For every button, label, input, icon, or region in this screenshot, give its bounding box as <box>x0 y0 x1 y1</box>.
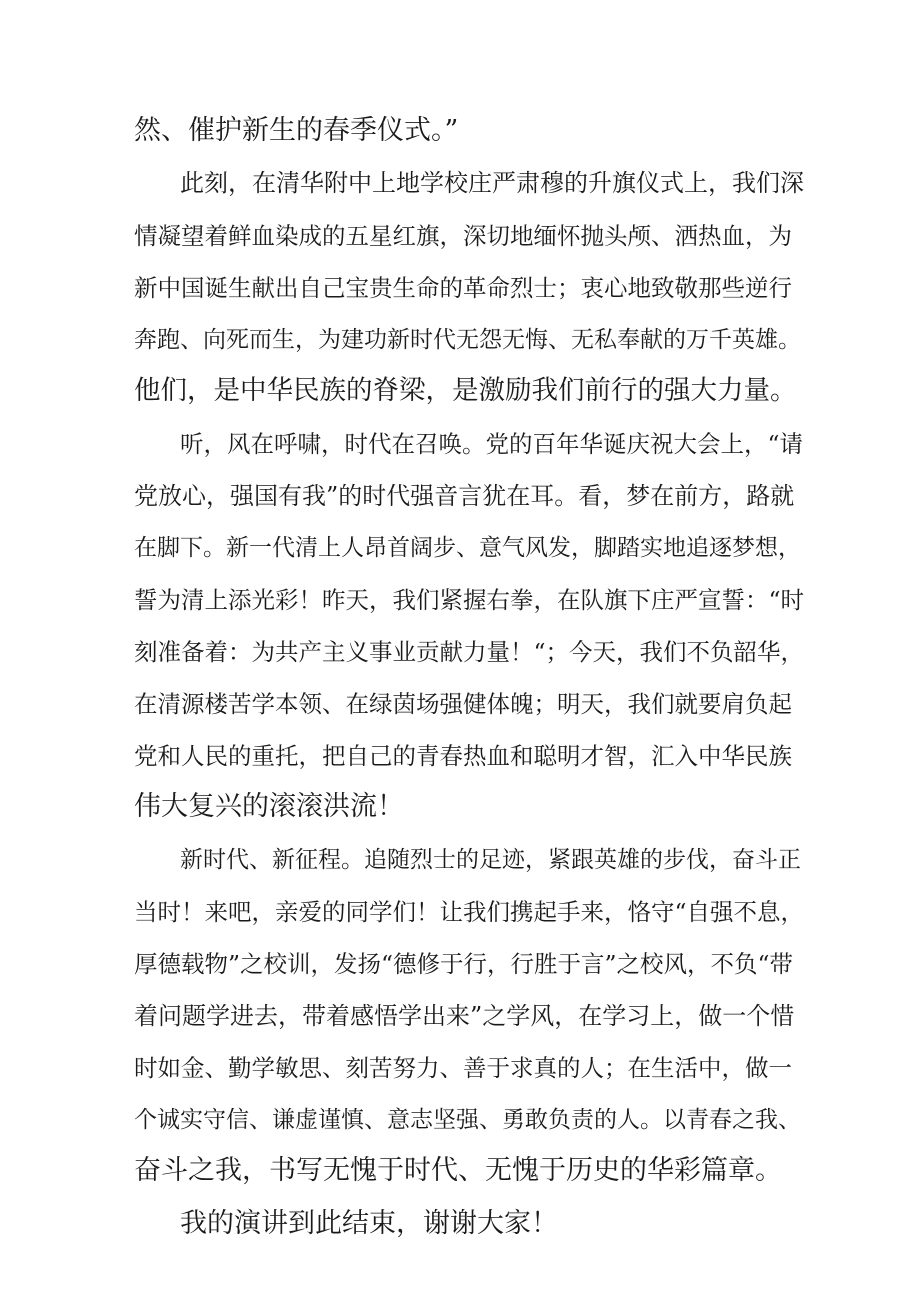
text-line <box>0 1151 920 1191</box>
text-line-content: 党和人民的重托，把自己的青春热血和聪明才智，汇入中华民族 <box>134 742 792 770</box>
text-line <box>0 787 920 827</box>
text-line-content: 个诚实守信、谦虚谨慎、意志坚强、勇敢负责的人。以青春之我、 <box>134 1107 801 1133</box>
text-line <box>0 216 920 256</box>
text-line-content: 他们，是中华民族的脊梁，是激励我们前行的强大力量。 <box>134 375 797 406</box>
text-line <box>0 371 920 411</box>
text-line-content: 时如金、勤学敏思、刻苦努力、善于求真的人；在生活中，做一 <box>134 1054 792 1082</box>
text-line <box>0 424 920 464</box>
text-line <box>0 163 920 203</box>
text-line-content: 党放心，强国有我”的时代强音言犹在耳。看，梦在前方，路就 <box>134 482 795 510</box>
text-line <box>0 1048 920 1088</box>
text-line-content: 新中国诞生献出自己宝贵生命的革命烈士；衷心地致敬那些逆行 <box>134 274 792 302</box>
text-line-content: 此刻，在清华附中上地学校庄严肃穆的升旗仪式上，我们深 <box>180 169 804 197</box>
text-line <box>0 268 920 308</box>
text-line <box>0 892 920 932</box>
text-line <box>0 996 920 1036</box>
text-line-content: 情凝望着鲜血染成的五星红旗，深切地缅怀抛头颅、洒热血，为 <box>134 222 792 250</box>
text-line-content: 伟大复兴的滚滚洪流！ <box>134 791 404 822</box>
text-line-content: 在脚下。新一代清上人昂首阔步、意气风发，脚踏实地追逐梦想， <box>134 535 801 561</box>
text-line <box>0 840 920 880</box>
text-line-content: 奔跑、向死而生，为建功新时代无怨无悔、无私奉献的万千英雄。 <box>134 327 801 353</box>
text-line <box>0 736 920 776</box>
text-line-content: 我的演讲到此结束，谢谢大家！ <box>180 1208 558 1239</box>
text-line-content: 听，风在呼啸，时代在召唤。党的百年华诞庆祝大会上，“请 <box>180 430 804 458</box>
text-line <box>0 476 920 516</box>
text-line-content: 新时代、新征程。追随烈士的足迹，紧跟英雄的步伐，奋斗正 <box>180 847 801 873</box>
text-line-content: 然、催护新生的春季仪式。” <box>134 115 459 146</box>
text-line-content: 誓为清上添光彩！昨天，我们紧握右拳，在队旗下庄严宣誓：“时 <box>134 586 805 614</box>
text-line <box>0 684 920 724</box>
text-line-content: 在清源楼苦学本领、在绿茵场强健体魄；明天，我们就要肩负起 <box>134 690 792 718</box>
text-line <box>0 944 920 984</box>
text-line <box>0 528 920 568</box>
text-line <box>0 580 920 620</box>
text-line-content: 着问题学进去，带着感悟学出来”之学风，在学习上，做一个惜 <box>134 1002 795 1030</box>
text-line-content: 奋斗之我，书写无愧于时代、无愧于历史的华彩篇章。 <box>134 1155 782 1186</box>
text-line <box>0 1204 920 1244</box>
text-line <box>0 1100 920 1140</box>
text-line-content: 厚德载物”之校训，发扬“德修于行，行胜于言”之校风，不负“带 <box>134 950 794 978</box>
text-line <box>0 320 920 360</box>
text-line <box>0 111 920 151</box>
text-line-content: 刻准备着：为共产主义事业贡献力量！“；今天，我们不负韶华， <box>134 638 805 666</box>
text-line <box>0 632 920 672</box>
text-line-content: 当时！来吧，亲爱的同学们！让我们携起手来，恪守“自强不息， <box>134 898 805 926</box>
